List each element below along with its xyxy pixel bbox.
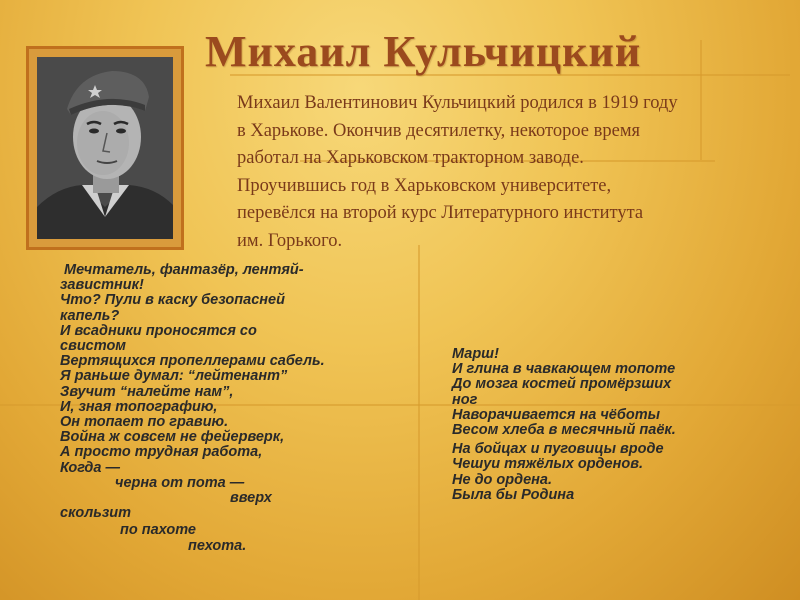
bio-line: в Харькове. Окончив десятилетку, некоторое время (237, 120, 641, 141)
poem-right (452, 347, 676, 503)
poem-line: Война ж совсем не фейерверк, (60, 429, 285, 446)
poem-line: Вертящихся пропеллерами сабель. (60, 353, 325, 370)
portrait-photo (37, 57, 173, 239)
poem-line: До мозга костей промёрзших (452, 376, 672, 393)
poem-line: Марш! (452, 346, 499, 362)
slide-title: Михаил Кульчицкий (205, 27, 642, 76)
poem-line: А просто трудная работа, (60, 444, 263, 461)
poem-line: Он топает по гравию. (60, 414, 229, 431)
poem-line: Когда — (60, 459, 120, 476)
bio-line: им. Горького. (237, 230, 343, 251)
poem-line: скользит (60, 505, 132, 522)
poem-line: Что? Пули в каску безопасней (60, 292, 285, 309)
poem-line: Я раньше думал: “лейтенант” (60, 368, 288, 385)
poem-line: ног (452, 391, 478, 408)
poem-line: черна от пота — (115, 474, 245, 491)
poem-line: пехота. (188, 537, 247, 554)
poem-line: Весом хлеба в месячный паёк. (452, 422, 676, 439)
poem-line: Чешуи тяжёлых орденов. (452, 456, 643, 473)
poem-line: вверх (230, 490, 272, 507)
poem-line: Не до ордена. (452, 471, 553, 488)
bio-line: работал на Харьковском тракторном заводе. (237, 148, 584, 168)
biography-text (237, 90, 777, 255)
poem-line: И всадники проносятся со (60, 322, 257, 339)
bio-line: Михаил Валентинович Кульчицкий родился в 1919 году (237, 93, 678, 113)
poem-line: свистом (60, 338, 127, 355)
poem-left (60, 263, 325, 554)
bio-line: Проучившись год в Харьковском университете, (237, 175, 612, 196)
poem-line: Была бы Родина (452, 486, 575, 503)
poem-line: Наворачивается на чёботы (452, 406, 660, 423)
poem-line: На бойцах и пуговицы вроде (452, 441, 664, 458)
poem-line: И, зная топографию, (60, 398, 218, 415)
poem-line: по пахоте (120, 522, 196, 539)
poem-line: Звучит “налейте нам”, (60, 383, 234, 400)
poem-line: капель? (60, 307, 120, 324)
decor-line (418, 245, 420, 600)
poem-line: Мечтатель, фантазёр, лентяй- (60, 262, 304, 278)
portrait-frame (26, 46, 184, 250)
poem-line: И глина в чавкающем топоте (452, 361, 676, 378)
poem-line: завистник! (60, 277, 144, 294)
bio-line: перевёлся на второй курс Литературного института (237, 203, 644, 223)
